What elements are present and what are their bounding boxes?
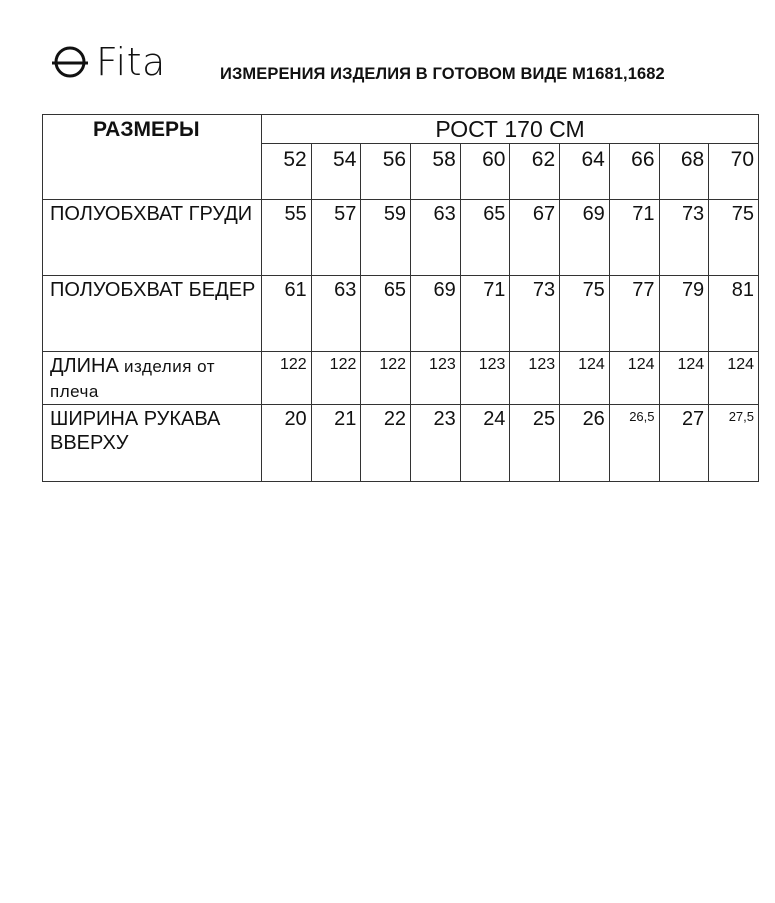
- size-cell: 64: [560, 144, 610, 200]
- value-cell: 75: [560, 276, 610, 352]
- row-label-length-rest: изделия от плеча: [50, 357, 215, 401]
- size-cell: 54: [311, 144, 361, 200]
- value-cell: 124: [659, 352, 709, 405]
- value-cell: 24: [460, 405, 510, 482]
- value-cell: 27,5: [709, 405, 759, 482]
- row-label-chest: ПОЛУОБХВАТ ГРУДИ: [43, 200, 262, 276]
- value-cell: 75: [709, 200, 759, 276]
- sizes-header: РАЗМЕРЫ: [43, 115, 262, 200]
- value-cell: 123: [411, 352, 461, 405]
- value-cell: 69: [560, 200, 610, 276]
- row-label-hips: ПОЛУОБХВАТ БЕДЕР: [43, 276, 262, 352]
- value-cell: 77: [609, 276, 659, 352]
- value-cell: 21: [311, 405, 361, 482]
- value-cell: 59: [361, 200, 411, 276]
- value-cell: 55: [262, 200, 312, 276]
- value-cell: 73: [659, 200, 709, 276]
- value-cell: 81: [709, 276, 759, 352]
- value-cell: 23: [411, 405, 461, 482]
- value-cell: 124: [609, 352, 659, 405]
- value-cell: 63: [311, 276, 361, 352]
- value-cell: 123: [460, 352, 510, 405]
- row-label-sleeve: ШИРИНА РУКАВА ВВЕРХУ: [43, 405, 262, 482]
- value-cell: 71: [460, 276, 510, 352]
- value-cell: 26: [560, 405, 610, 482]
- value-cell: 79: [659, 276, 709, 352]
- size-cell: 56: [361, 144, 411, 200]
- value-cell: 63: [411, 200, 461, 276]
- value-cell: 71: [609, 200, 659, 276]
- table-row-length: [43, 352, 759, 405]
- value-cell: 27: [659, 405, 709, 482]
- table-row-hips: [43, 276, 759, 352]
- value-cell: 122: [262, 352, 312, 405]
- size-cell: 68: [659, 144, 709, 200]
- row-label-length-main: ДЛИНА: [50, 355, 119, 377]
- value-cell: 122: [311, 352, 361, 405]
- value-cell: 25: [510, 405, 560, 482]
- value-cell: 124: [560, 352, 610, 405]
- measurements-table: [42, 114, 759, 482]
- table-row-sleeve: [43, 405, 759, 482]
- value-cell: 57: [311, 200, 361, 276]
- size-cell: 60: [460, 144, 510, 200]
- brand-logo: [50, 42, 166, 82]
- size-cell: 66: [609, 144, 659, 200]
- table-row-chest: [43, 200, 759, 276]
- value-cell: 124: [709, 352, 759, 405]
- size-cell: 58: [411, 144, 461, 200]
- header-row-height: [43, 115, 759, 144]
- document-title: ИЗМЕРЕНИЯ ИЗДЕЛИЯ В ГОТОВОМ ВИДЕ М1681,1682: [220, 65, 665, 83]
- value-cell: 22: [361, 405, 411, 482]
- size-cell: 62: [510, 144, 560, 200]
- value-cell: 73: [510, 276, 560, 352]
- size-cell: 70: [709, 144, 759, 200]
- height-header: РОСТ 170 СМ: [262, 115, 759, 144]
- value-cell: 26,5: [609, 405, 659, 482]
- value-cell: 67: [510, 200, 560, 276]
- value-cell: 123: [510, 352, 560, 405]
- value-cell: 20: [262, 405, 312, 482]
- brand-name: Fita: [96, 40, 166, 84]
- value-cell: 122: [361, 352, 411, 405]
- fita-logo-icon: [50, 42, 90, 82]
- value-cell: 69: [411, 276, 461, 352]
- value-cell: 65: [460, 200, 510, 276]
- value-cell: 61: [262, 276, 312, 352]
- row-label-length: [43, 352, 262, 405]
- size-cell: 52: [262, 144, 312, 200]
- value-cell: 65: [361, 276, 411, 352]
